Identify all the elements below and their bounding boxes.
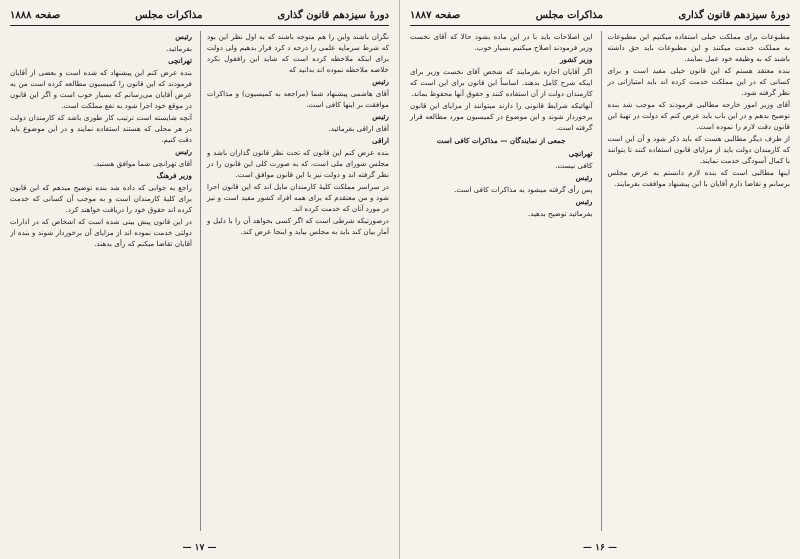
speaker-name: رئیس: [575, 197, 593, 206]
paragraph: نگران باشند واین را هم متوجه باشند که به اول نظر این بود که شرط سرمایه علمی را درجه د کرد فرار بدهیم ولی دولت برای اینکه ملاحظه کرده است که شاید این رافقول نکرد خلاصه ملاحظه نموده اند بدانید که: [207, 32, 389, 74]
section-note: جمعی از نمایندگان — مذاکرات کافی است: [436, 136, 566, 145]
text-column-right: [200, 31, 389, 531]
header-section: مذاکرات مجلس: [535, 9, 603, 21]
page-footer-number: — ۱۶ —: [583, 543, 617, 553]
page-header: [10, 8, 389, 26]
paragraph: در این قانون پیش بینی شده است که اشخاص که در ادارات دولتی خدمت نموده اند از مزایای آن برخوردار شوند و بنده از آقایان تقاضا میکنم که رأی بدهند.: [10, 217, 192, 248]
page-footer-number: — ۱۷ —: [182, 543, 217, 553]
speaker-name: رئیس: [372, 112, 389, 121]
paragraph: بفرمائید توضیح بدهید.: [527, 209, 593, 218]
paragraph: بنده عرض کنم این قانون که تحت نظر قانون گذاران باشد و مجلس شورای ملی است، که به صورت کلی این قانون را در نظر گرفته اند و دولت نیز با این قانون موافق است.: [207, 148, 389, 179]
header-session: دورهٔ سیزدهم قانون گذاری: [678, 9, 790, 21]
paragraph: از طرف دیگر مطالبی هست که باید ذکر شود و آن این است که کارمندان دولت باید از مزایای قانون استفاده کنند تا بتوانند با کمال آسودگی خدمت نمایند.: [607, 134, 790, 165]
paragraph: بفرمائید.: [166, 44, 192, 53]
right-page: [400, 0, 800, 559]
speaker-name: رئیس: [175, 32, 192, 41]
page-columns: [10, 31, 389, 531]
header-section: مذاکرات مجلس: [135, 9, 203, 21]
paragraph: بنده عرض کنم این پیشنهاد که شده است و بعضی از آقایان فرمودند که این قانون را کمیسیون مطالعه کرده است من به عرض آقایان می‌رسانم که بسیار خوب است و اگر این قانون در موقع خود اجرا شود به نفع مملکت است.: [10, 68, 192, 110]
paragraph: بنده معتقد هستم که این قانون خیلی مفید است و برای کسانی که در این مملکت خدمت کرده اند باید امتیازاتی در نظر گرفته شود.: [607, 66, 790, 97]
speaker-name: اراقی: [372, 136, 389, 145]
paragraph: آنهائیکه شرایط قانونی را دارند میتوانند از مزایای این قانون برخوردار شوند و این موضوع در کمیسیون مورد مطالعه قرار گرفته است.: [410, 101, 593, 132]
paragraph: راجع به جوابی که داده شد بنده توضیح میدهم که این قانون برای کلیهٔ کارمندان است و به موجب آن کسانی که خدمت کرده اند حقوق خود را دریافت خواهند کرد.: [10, 183, 192, 214]
paragraph: آقای اراقی بفرمائید.: [328, 124, 389, 133]
text-column-left: [410, 31, 593, 531]
header-page-number: صفحه ۱۸۸۷: [410, 9, 461, 21]
header-session: دورهٔ سیزدهم قانون گذاری: [277, 9, 389, 21]
page-columns: [410, 31, 790, 531]
paragraph: پس رأی گرفته میشود به مذاکرات کافی است.: [454, 185, 593, 194]
speaker-name: رئیس: [575, 173, 593, 182]
paragraph: اینها مطالبی است که بنده لازم دانستم به عرض مجلس برسانم و تقاضا دارم آقایان با این پیشنهاد موافقت بفرمایند.: [607, 168, 790, 188]
text-column-left: [10, 31, 192, 531]
paragraph: کافی نیست.: [555, 161, 593, 170]
header-page-number: صفحه ۱۸۸۸: [10, 9, 61, 21]
paragraph: آقای تهرانچی شما موافق هستید.: [93, 159, 192, 168]
paragraph: آقای هاشمی پیشنهاد شما (مراجعه به کمیسیون) و مذاکرات موافقت بر اینها کافی است.: [207, 89, 389, 109]
paragraph: این اصلاحات باید با در این ماده بشود حالا که آقای نخست وزیر فرمودند اصلاح میکنیم بسیار خوب.: [410, 32, 593, 52]
paragraph: مطبوعات برای مملکت خیلی استفاده میکنیم این مطبوعات به مملکت خدمت میکنند و این مطبوعات باید حق داشته باشند که به وظیفه خود عمل نمایند.: [607, 32, 790, 63]
page-header: [410, 8, 790, 26]
paragraph: درصورتیکه شرطی است که اگر کسی بخواهد آن را با دلیل و آمار بیان کند باید به مجلس بیاید و اینجا عرض کند.: [207, 216, 389, 236]
speaker-name: وزیر فرهنگ: [156, 171, 192, 180]
paragraph: آقای وزیر امور خارجه مطالبی فرمودند که موجب شد بنده توضیح بدهم و در این باب باید عرض کنم که دولت در تهیهٔ این قانون دقت لازم را نموده است.: [607, 100, 790, 131]
paragraph: اگر آقایان اجازه بفرمایند که شخص آقای نخست وزیر برای اینکه شرح کامل بدهند. اساساً این قانون برای این است که کارمندان دولت از آن استفاده کنند و حقوق آنها محفوظ بماند.: [410, 67, 593, 98]
speaker-name: رئیس: [372, 77, 389, 86]
speaker-name: تهرانچی: [168, 56, 192, 65]
speaker-name: وزیر کشور: [560, 55, 593, 64]
speaker-name: تهرانچی: [568, 149, 593, 158]
speaker-name: رئیس: [175, 147, 192, 156]
text-column-right: [601, 31, 791, 531]
paragraph: در سراسر مملکت کلیهٔ کارمندان مایل اند که این قانون اجرا شود و من معتقدم که برای همه افراد کشور مفید است و نیز در مورد آنان که خدمت کرده اند.: [207, 182, 389, 213]
paragraph: آنچه شایسته است ترتیب کار طوری باشد که کارمندان دولت در هر محلی که هستند استفاده نمایند و در این موضوع باید دقت کنیم.: [10, 113, 192, 144]
